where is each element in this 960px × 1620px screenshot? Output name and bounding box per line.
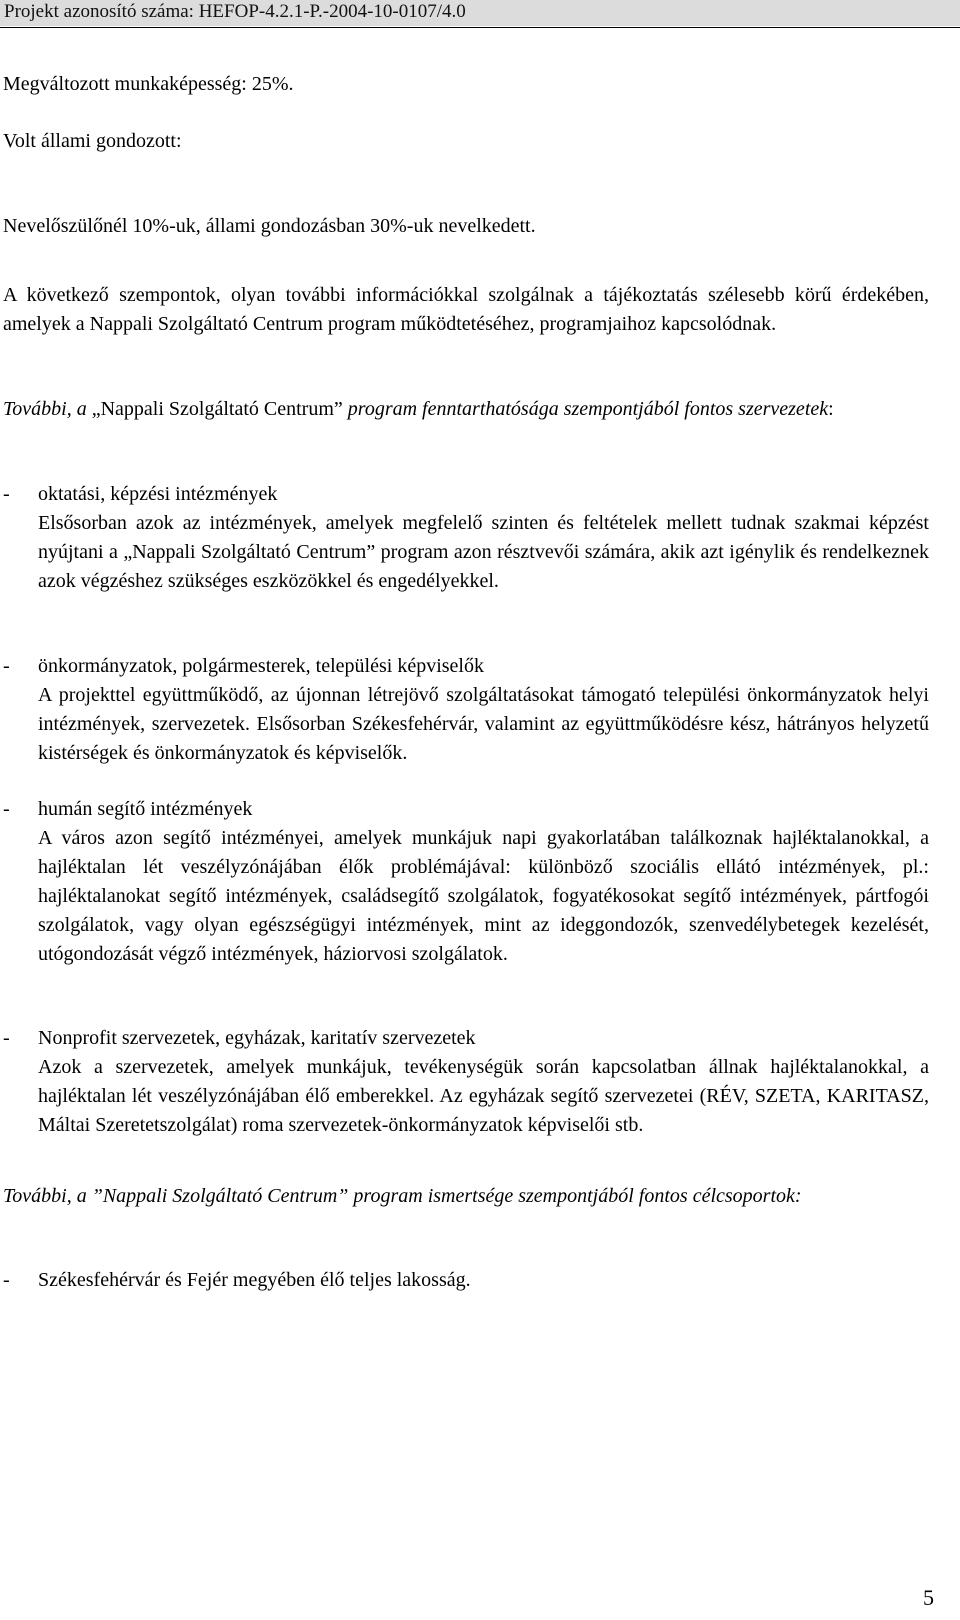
list-item-nonprofit-title — [3, 1024, 476, 1053]
list-item-human-services-text: A város azon segítő intézményei, amelyek munkájuk napi gyakorlatában találkoznak hajléktalanokkal, a hajléktalan lét veszélyzónájában élők problémájával: különböző szociális ellátó intézmények, pl.: hajléktalanokat segítő intézmények, családsegítő szolgálatok, fogyatékosokat segítő intézmények, pártfogói szolgálatok, vagy olyan egészségügyi intézmények, mint az ideggondozók, szenvedélybetegek kezelését, utógondozását végző intézmények, háziorvosi szolgálatok. — [38, 827, 929, 965]
sustainability-heading-rest: program fenntarthatósága szempontjából fontos szervezetek — [342, 398, 829, 420]
list-item-municipalities-title — [3, 652, 484, 681]
list-dash: - — [3, 483, 10, 505]
list-item-label: önkormányzatok, polgármesterek, települési képviselők — [38, 655, 484, 677]
list-item-municipalities-text: A projekttel együttműködő, az újonnan létrejövő szolgáltatásokat támogató települési önkormányzatok helyi intézmények, szervezetek. Elsősorban Székesfehérvár, valamint az együttműködésre kész, hátrányos helyzetű kistérségek és önkormányzatok és képviselők. — [38, 684, 929, 764]
list-dash: - — [3, 655, 10, 677]
sustainability-heading-program-name: „Nappali Szolgáltató Centrum” — [91, 398, 343, 420]
list-item-population — [3, 1266, 471, 1295]
list-dash: - — [3, 1027, 10, 1049]
list-item-human-services-title — [3, 795, 252, 824]
list-item-education-text: Elsősorban azok az intézmények, amelyek megfelelő szinten és feltételek mellett tudnak szakmai képzést nyújtani a „Nappali Szolgáltató Centrum” program azon résztvevői számára, akik azt igénylik és rendelkeznek azok végzéshez szükséges eszközökkel és engedélyekkel. — [38, 512, 929, 592]
paragraph-aspects: A következő szempontok, olyan további információkkal szolgálnak a tájékoztatás szélesebb körű érdekében, amelyek a Nappali Szolgáltató Centrum program működtetéséhez, programjaihoz kapcsolódnak. — [3, 284, 929, 335]
paragraph-sustainability-heading — [3, 395, 929, 424]
sustainability-heading-lead: További, a — [3, 398, 92, 420]
list-item-label: Nonprofit szervezetek, egyházak, karitatív szervezetek — [38, 1027, 476, 1049]
page-number: 5 — [923, 1585, 934, 1610]
paragraph-state-care: Volt állami gondozott: — [3, 130, 182, 152]
header-divider — [0, 27, 960, 28]
paragraph-work-capacity: Megváltozott munkaképesség: 25%. — [3, 73, 294, 95]
list-dash: - — [3, 1269, 10, 1291]
list-item-label: Székesfehérvár és Fejér megyében élő teljes lakosság. — [38, 1269, 471, 1291]
list-item-label: oktatási, képzési intézmények — [38, 483, 278, 505]
list-item-nonprofit-text: Azok a szervezetek, amelyek munkájuk, tevékenységük során kapcsolatban állnak hajléktalanokkal, a hajléktalan lét veszélyzónájában élő emberekkel. Az egyházak segítő szervezetei (RÉV, SZETA, KARITASZ, Máltai Szeretetszolgálat) roma szervezetek-önkormányzatok képviselői stb. — [38, 1056, 929, 1136]
sustainability-heading-colon: : — [828, 398, 834, 420]
list-dash: - — [3, 798, 10, 820]
list-item-education-title — [3, 480, 277, 509]
project-id-header: Projekt azonosító száma: HEFOP-4.2.1-P.-2004-10-0107/4.0 — [4, 1, 466, 22]
paragraph-foster-care: Nevelőszülőnél 10%-uk, állami gondozásban 30%-uk nevelkedett. — [3, 215, 536, 237]
list-item-label: humán segítő intézmények — [38, 798, 253, 820]
paragraph-awareness-heading: További, a ”Nappali Szolgáltató Centrum” program ismertsége szempontjából fontos célcsoportok: — [3, 1185, 802, 1207]
page-header — [0, 0, 960, 26]
